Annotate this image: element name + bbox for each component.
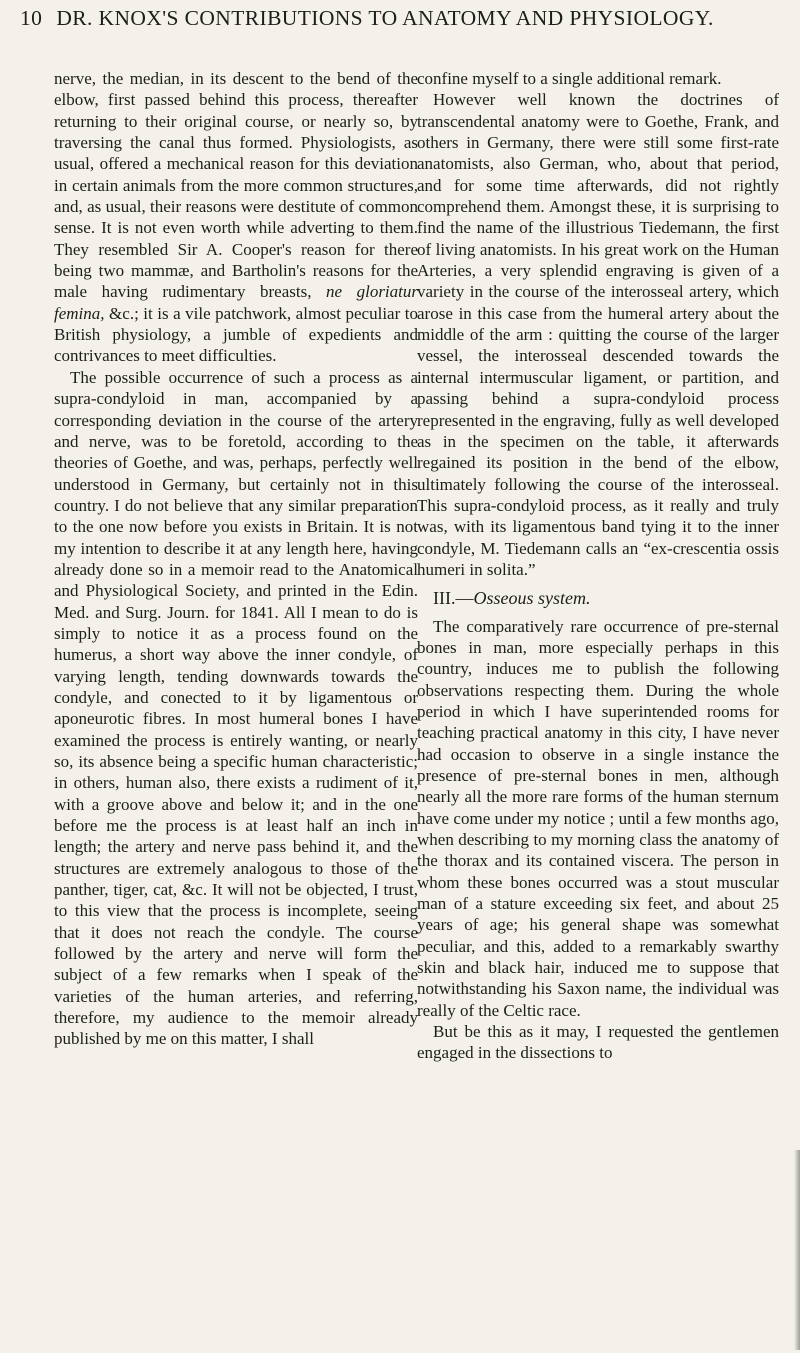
left-paragraph-1-end: &c.; it is a vile patchwork, almost peculiar to British physiology, a jumble of expedients and contrivances to meet difficulties. (54, 303, 418, 366)
right-paragraph-2: However well known the doctrines of transcendental anatomy were to Goethe, Frank, and others in Germany, there were still some first-rate anatomists, also German, who, about that period, and for some time afterwards, did not rightly comprehend them. Amongst these, it is surprising to find the name of the illustrious Tiedemann, the first of living anatomists. In his great work on the Human Arteries, a very splendid engraving is given of a variety in the course of the interosseal artery, which arose in this case from the humeral artery about the middle of the arm : quitting the course of the larger vessel, the interosseal descended towards the internal intermuscular ligament, or partition, and passing behind a supra-condyloid process represented in the engraving, fully as well developed as in the specimen on the table, it afterwards regained its position in the bend of the elbow, ultimately following the course of the interosseal. This supra-condyloid process, as it really and truly was, with its ligamentous band tying it to the inner condyle, M. Tiedemann calls an “ex-crescentia ossis humeri in solita.” (417, 90, 779, 579)
page-number: 10 (20, 6, 43, 30)
running-header (20, 6, 780, 50)
section-title: Osseous system. (473, 588, 591, 609)
right-paragraph-3: The comparatively rare occurrence of pre-sternal bones in man, more especially perhaps in this country, induces me to publish the following observations respecting them. During the whole period in which I have superintended rooms for teaching practical anatomy in this city, I have never had occasion to observe in a single instance the presence of pre-sternal bones in men, although nearly all the more rare forms of the human sternum have come under my notice ; until a few months ago, when describing to my morning class the anatomy of the thorax and its contained viscera. The person in whom these bones occurred was a stout muscular man of a stature exceeding six feet, and about 25 years of age; his general shape was somewhat peculiar, and this, added to a remarkably swarthy skin and black hair, induced me to suppose that notwithstanding his Saxon name, the individual was really of the Celtic race. (417, 616, 779, 1020)
right-paragraph-1: confine myself to a single additional remark. (417, 69, 722, 88)
section-number: III.— (433, 588, 474, 609)
scan-edge-shadow (794, 1150, 800, 1350)
running-title: DR. KNOX'S CONTRIBUTIONS TO ANATOMY AND PHYSIOLOGY. (56, 6, 714, 30)
right-column (417, 68, 779, 1064)
left-paragraph-1-text: nerve, the median, in its descent to the bend of the elbow, first passed behind this process, thereafter returning to their original course, or nearly so, by traversing the canal thus formed. Physiologists, as usual, offered a mechanical reason for this deviation in certain animals from the more common structures, and, as usual, their reasons were destitute of common sense. It is not even worth while adverting to them. They resembled Sir A. Cooper's reason for there being two mammæ, and Bartholin's reasons for the male having rudimentary breasts, (54, 69, 418, 302)
left-paragraph-2: The possible occurrence of such a process as a supra-condyloid in man, accompanied by a corresponding deviation in the course of the artery and nerve, was to be foretold, according to the theories of Goethe, and was, perhaps, perfectly well understood in Germany, but certainly not in this country. I do not believe that any similar preparation to the one now before you exists in Britain. It is not my intention to describe it at any length here, having already done so in a memoir read to the Anatomical and Physiological Society, and printed in the Edin. Med. and Surg. Journ. for 1841. All I mean to do is simply to notice it as a process found on the humerus, a short way above the inner condyle, of varying length, tending downwards towards the condyle, and conected to it by ligamentous or aponeurotic fibres. In most humeral bones I have examined the process is entirely wanting, or nearly so, its absence being a specific human characteristic; in others, human also, there exists a rudiment of it, with a groove above and below it; and in the one before me the process is at least half an inch in length; the artery and nerve pass behind it, and the structures are extremely analogous to those of the panther, tiger, cat, &c. It will not be objected, I trust, to this view that the process is incomplete, seeing that it does not reach the condyle. The course followed by the artery and nerve will form the subject of a few remarks when I speak of the varieties of the human arteries, and referring, therefore, my audience to the memoir already published by me on this matter, I shall (54, 367, 418, 1049)
latin-phrase: ne gloriatur femina, (54, 282, 418, 323)
left-paragraph-1 (54, 68, 418, 367)
right-paragraph-4: But be this as it may, I requested the gentlemen engaged in the dissections to (417, 1022, 779, 1063)
left-column (54, 68, 418, 1050)
section-heading (417, 588, 779, 609)
